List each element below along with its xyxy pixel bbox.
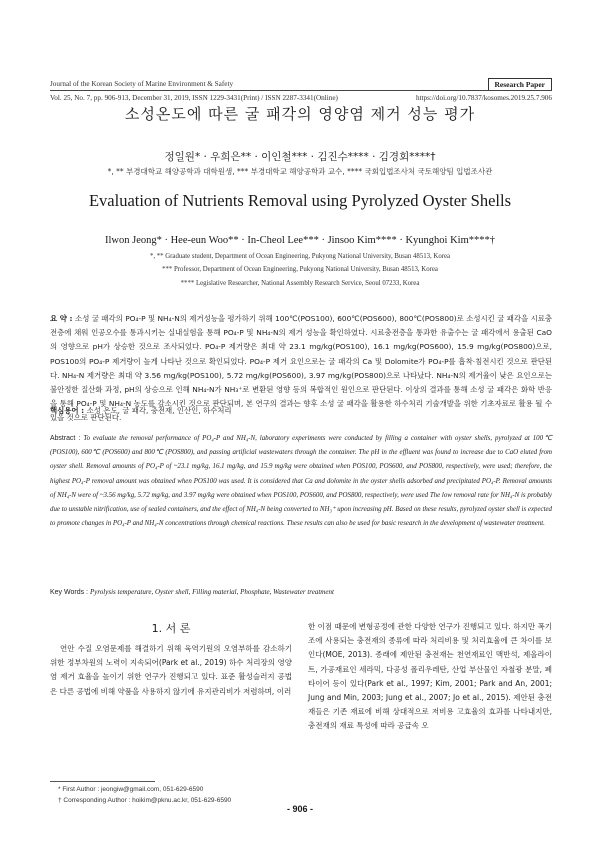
korean-authors: 정일원* · 우희은** · 이인철*** · 김진수**** · 김경회****† (164, 151, 436, 163)
page-number: - 906 - (286, 804, 313, 814)
korean-affiliation: *, ** 부경대학교 해양공학과 대학원생, *** 부경대학교 해양공학과 교수, **** 국회입법조사처 국토해양팀 입법조사관 (107, 167, 493, 176)
english-affiliation-3: **** Legislative Researcher, National Assembly Research Service, Seoul 07233, Korea (180, 280, 420, 287)
english-authors: Ilwon Jeong* · Hee-eun Woo** · In-Cheol Lee*** · Jinsoo Kim**** · Kyunghoi Kim****† (104, 235, 496, 246)
english-affiliation-2: *** Professor, Department of Ocean Engineering, Pukyong National University, Busan 48513, Korea (162, 266, 438, 273)
english-keywords-label: Key Words : (50, 589, 90, 596)
journal-name: Journal of the Korean Society of Marine Environment & Safety (50, 80, 234, 88)
korean-keywords-text: 소성 온도, 굴 패각, 충전재, 인산인, 하수처리 (86, 406, 232, 415)
right-column (308, 620, 552, 734)
english-abstract (50, 432, 552, 531)
korean-keywords-label: 핵심용어 : (50, 406, 87, 415)
english-keywords-text: Pyrolysis temperature, Oyster shell, Filling material, Phosphate, Wastewater treatment (89, 588, 334, 596)
korean-keywords (50, 405, 232, 416)
volume-info: Vol. 25, No. 7, pp. 906-913, December 31, 2019, ISSN 1229-3431(Print) / ISSN 2287-3341(Online) (50, 94, 338, 102)
introduction-text-right: 한 이점 때문에 변형공정에 관한 다양한 연구가 진행되고 있다. 하지만 폭기조에 사용되는 충전재의 종류에 따라 처리비용 및 처리효율에 큰 차이를 보인다(MOE, 2013). 종래에 제안된 충전재는 천연재료인 맥반석, 제올라이트, 가공재료인 세라믹, 다공성 폴리우레탄, 산업 부산물인 자철광 분말, 폐타이어 등이 있다(Park et al., 1997; Kim, 2001; Park and An, 2001; Jung and Min, 2003; Jung et al., 2007; Jo et al., 2015). 제안된 충전재들은 기존 재료에 비해 상대적으로 저비용 고효율의 효과를 나타내지만, 충전재의 재료 특성에 따라 공급속 오 (308, 622, 552, 731)
doi-link[interactable]: https://doi.org/10.7837/kosomes.2019.25.7.906 (415, 94, 552, 102)
english-affiliation-1: *, ** Graduate student, Department of Ocean Engineering, Pukyong National University, Busan 48513, Korea (149, 253, 451, 260)
left-column (50, 620, 292, 699)
english-abstract-label: Abstract : (50, 435, 84, 442)
section-heading-introduction: 1. 서 론 (151, 622, 191, 635)
footnote-rule (50, 781, 155, 782)
english-abstract-text: To evaluate the removal performance of PO₄-P and NH₄-N, laboratory experiments were conducted by filling a container with oyster shells, pyrolyzed at 100℃ (POS100), 600℃ (POS600) and 800℃ (POS800), and passing artificial wastewaters through the container. The pH in the effluent was found to increase due to CaO eluted from oyster shell. Removal amounts of PO₄-P of ~23.1 mg/kg, 16.1 mg/kg, and 15.9 mg/kg were obtained when POS100, POS600, and POS800, respectively, were used; therefore, the highest PO₄-P removal amount was obtained when POS100 was used. It is considered that Ca and dolomite in the oyster shells adsorbed and precipitated PO₄-P. Removal amounts of NH₄-N were of ~3.56 mg/kg, 5.72 mg/kg, and 3.97 mg/kg were obtained when POS100, POS600, and POS800, respectively, were used The low removal rate for NH₄-N is probably due to unstable nitrification, use of sealed containers, and the effect of NH₄-N being converted to NH₃⁺ upon increasing pH. Based on these results, pyrolyzed oyster shell is expected to promote changes in PO₄-P and NH₄-N concentrations through chemical reactions. These results can also be used for basic research in the development of wastewater treatment. (50, 435, 552, 528)
korean-title: 소성온도에 따른 굴 패각의 영양염 제거 성능 평가 (124, 105, 476, 123)
header-rule (50, 90, 552, 91)
english-title: Evaluation of Nutrients Removal using Pyrolyzed Oyster Shells (88, 191, 512, 210)
introduction-text-left: 연안 수질 오염문제를 해결하기 위해 육역기원의 오염부하를 감소하기 위한 정부차원의 노력이 지속되어(Park et al., 2019) 하수 처리장의 영양염 제거 효율을 높이기 위한 연구가 진행되고 있다. 표준 활성슬러지 공법은 다른 공법에 비해 약품을 사용하지 않기에 유지관리비가 저렴하며, 이러 (50, 644, 292, 696)
article-type-badge: Research Paper (488, 78, 552, 91)
english-keywords (50, 588, 334, 596)
footnote-corresponding-author: † Corresponding Author : hoikim@pknu.ac.kr, 051-629-6590 (58, 797, 232, 804)
footnote-first-author: * First Author : jeongiw@gmail.com, 051-629-6590 (58, 786, 204, 793)
korean-abstract-text: 소성 굴 패각의 PO₄-P 및 NH₄-N의 제거성능을 평가하기 위해 100℃(POS100), 600℃(POS600), 800℃(POS800)로 소성시킨 굴 패각을 시료충전층에 채워 인공오수를 통과시키는 실내실험을 통해 PO₄-P 및 NH₄-N의 제거 성능을 확인하였다. 시료충전층을 통과한 유출수는 굴 패각에서 용출된 CaO의 영향으로 pH가 상승한 것으로 조사되었다. PO₄-P 제거량은 최대 약 23.1 mg/kg(POS100), 16.1 mg/kg(POS600), 15.9 mg/kg(POS800)으로, POS100의 PO₄-P 제거량이 높게 나타난 것으로 확인되었다. PO₄-P 제거 요인으로는 굴 패각의 Ca 및 Dolomite가 PO₄-P를 흡착·침전시킨 것으로 판단된다. NH₄-N 제거량은 최대 약 3.56 mg/kg(POS100), 5.72 mg/kg(POS600), 3.97 mg/kg(POS800)으로 나타났다. NH₄-N의 제거율이 낮은 요인으로는 불안정한 질산화 과정, pH의 상승으로 인해 NH₄-N가 NH₃⁺로 변환된 영향 등의 복합적인 원인으로 판단된다. 이상의 결과를 통해 소성 굴 패각은 화학 반응을 통해 PO₄-P 및 NH₄-N 농도를 감소시킨 것으로 판단되며, 본 연구의 결과는 향후 소성 굴 패각을 활용한 하수처리 기술개발을 위한 기초자료로 활용 될 수 있을 것으로 판단된다. (50, 314, 552, 423)
korean-abstract-label: 요 약 : (50, 314, 76, 323)
